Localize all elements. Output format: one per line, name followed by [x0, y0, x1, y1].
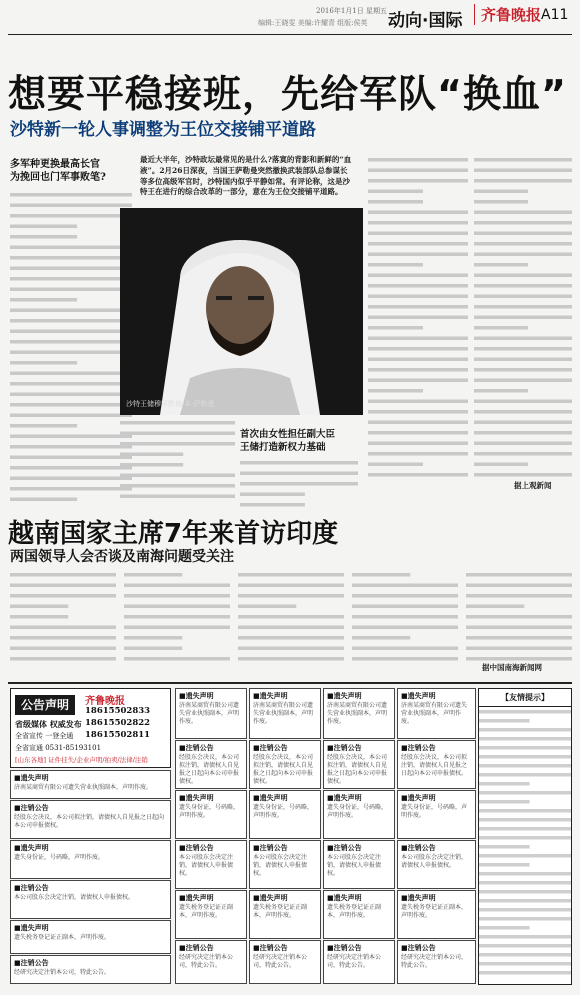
text-lines	[10, 190, 132, 505]
story2-headline: 越南国家主席7年来首访印度	[8, 519, 339, 549]
notice-body: 经股东会决议，本公司拟注销，请债权人自见报之日起向本公司申报债权。	[401, 754, 468, 777]
text-lines	[479, 707, 571, 977]
story1-column-left	[10, 190, 132, 505]
notice-title: ■遗失声明	[401, 893, 436, 902]
page-header	[0, 0, 580, 36]
notice-body: 经股东会决议，本公司拟注销，请债权人自见报之日起向本公司申报债权。	[14, 814, 165, 829]
notice-item	[397, 688, 476, 739]
notice-title: ■注销公告	[253, 843, 288, 852]
notice-body: 经股东会决议，本公司拟注销，请债权人自见报之日起向本公司申报债权。	[253, 754, 314, 785]
notice-item	[249, 940, 321, 984]
notice-body: 本公司股东会决定注销，请债权人申报债权。	[327, 854, 382, 877]
story1-lede: 最近大半年，沙特政坛最常见的是什么?落寞的背影和新鲜的“血液”。2月26日深夜，当国王萨勒曼突然撤换武装部队总参谋长等多位高级军官时，沙特国内似乎平静如常。有评论称，这是沙特王在进行的综合改革的一部分，意在为王位交接铺平道路。	[140, 155, 352, 197]
story1-column-mid	[120, 418, 235, 508]
notice-body: 济南某商贸有限公司遗失营业执照副本，声明作废。	[327, 702, 388, 725]
notice-body: 本公司股东会决定注销，请债权人申报债权。	[401, 854, 468, 869]
notice-item	[175, 688, 247, 739]
notice-item	[249, 688, 321, 739]
notice-body: 济南某商贸有限公司遗失营业执照副本，声明作废。	[14, 784, 153, 791]
notice-body: 经研究决定注销本公司，特此公告。	[14, 969, 111, 976]
notice-item	[323, 940, 395, 984]
notice-title: ■注销公告	[14, 958, 49, 967]
notice-title: ■遗失声明	[14, 923, 49, 932]
notice-item	[397, 940, 476, 984]
notice-item	[175, 790, 247, 839]
story1-credit: 据上观新闻	[514, 481, 552, 490]
notice-item	[323, 740, 395, 789]
notice-item	[323, 890, 395, 939]
notice-title: ■注销公告	[253, 943, 288, 952]
text-lines	[120, 418, 235, 508]
notice-item	[249, 890, 321, 939]
notice-body: 经股东会决议，本公司拟注销，请债权人自见报之日起向本公司申报债权。	[327, 754, 388, 785]
notice-types: [山东各地] 证件挂失/企业声明/拍卖/法律/注销	[15, 756, 148, 764]
notice-item	[249, 790, 321, 839]
issue-date: 2016年1月1日 星期五	[316, 7, 387, 15]
notice-item	[397, 790, 476, 839]
notice-title: ■注销公告	[253, 743, 288, 752]
notice-item	[10, 770, 171, 799]
notice-office: 全省宣通 0531-85193101	[15, 744, 102, 752]
phone-number: 18615502833	[85, 706, 151, 716]
story1-column-r2	[474, 155, 572, 480]
notice-body: 遗失税务登记证正副本，声明作废。	[179, 904, 234, 919]
notice-title: ■遗失声明	[253, 893, 288, 902]
notice-body: 遗失身份证，号码略，声明作废。	[253, 804, 314, 819]
notice-title: ■注销公告	[401, 943, 436, 952]
notice-slogan-2: 全省宣传 一登全通	[15, 732, 74, 740]
notice-item	[10, 955, 171, 984]
header-rule	[8, 34, 572, 35]
text-lines	[474, 155, 572, 480]
notice-phones	[85, 705, 150, 741]
notice-body: 经股东会决议，本公司拟注销，请债权人自见报之日起向本公司申报债权。	[179, 754, 240, 785]
newspaper-logo: 齐鲁晚报	[474, 4, 541, 25]
notice-body: 遗失身份证，号码略，声明作废。	[401, 804, 468, 819]
notice-title: ■遗失声明	[179, 893, 214, 902]
story1-column-r1	[368, 155, 468, 480]
friendly-tip-title: 【友情提示】	[479, 689, 571, 707]
notice-item	[397, 740, 476, 789]
notice-body: 本公司股东会决定注销，请债权人申报债权。	[179, 854, 234, 877]
notice-title: ■遗失声明	[327, 691, 362, 700]
notice-title: ■遗失声明	[179, 793, 214, 802]
notice-title: ■注销公告	[401, 743, 436, 752]
notice-item	[323, 790, 395, 839]
notice-item	[249, 740, 321, 789]
story1-side-heading: 多军种更换最高长官 为挽回也门军事败笔?	[10, 159, 106, 183]
notice-title: ■遗失声明	[401, 793, 436, 802]
phone-number: 18615502822	[85, 718, 151, 728]
phone-number: 18615502811	[85, 730, 151, 740]
notice-item	[175, 840, 247, 889]
notice-title: ■注销公告	[179, 943, 214, 952]
notice-body: 遗失税务登记证正副本，声明作废。	[14, 934, 111, 941]
notice-item	[175, 940, 247, 984]
notice-body: 遗失身份证，号码略，声明作废。	[179, 804, 240, 819]
notice-item	[10, 800, 171, 839]
story2-columns	[10, 570, 572, 670]
notice-title: ■遗失声明	[327, 793, 362, 802]
notice-body: 本公司股东会决定注销，请债权人申报债权。	[253, 854, 308, 877]
notice-ad-box	[10, 688, 171, 768]
notice-title: ■注销公告	[327, 743, 362, 752]
story2-credit: 据中国南海新闻网	[482, 663, 542, 672]
photo-caption: 沙特王储穆罕默德·本·萨勒曼	[126, 400, 215, 408]
notice-body: 济南某商贸有限公司遗失营业执照副本，声明作废。	[179, 702, 240, 725]
notice-title: ■注销公告	[327, 843, 362, 852]
notice-body: 遗失税务登记证正副本，声明作废。	[327, 904, 382, 919]
notice-item	[323, 840, 395, 889]
notices-rule	[8, 682, 572, 684]
notice-title: ■遗失声明	[253, 793, 288, 802]
story2-subheadline: 两国领导人会否谈及南海问题受关注	[10, 549, 234, 565]
notice-title: ■遗失声明	[253, 691, 288, 700]
friendly-tip-box	[478, 688, 572, 985]
notice-body: 遗失身份证，号码略，声明作废。	[14, 854, 105, 861]
notice-title: ■注销公告	[179, 743, 214, 752]
notice-body: 经研究决定注销本公司，特此公告。	[327, 954, 382, 969]
section-title: 动向·国际	[388, 11, 463, 31]
notice-title: ■遗失声明	[179, 691, 214, 700]
notice-title: ■遗失声明	[401, 691, 436, 700]
notice-title: ■遗失声明	[327, 893, 362, 902]
notice-item	[10, 840, 171, 879]
notice-title: ■注销公告	[179, 843, 214, 852]
text-lines	[240, 458, 358, 508]
story1-mid-heading: 首次由女性担任副大臣 王储打造新权力基础	[240, 429, 336, 453]
staff-credits: 编辑:王晓雯 美编:许耀青 组版:侯英	[258, 19, 368, 27]
notice-item	[397, 840, 476, 889]
notice-item	[10, 920, 171, 954]
notice-item	[10, 880, 171, 919]
story1-column-mid2	[240, 458, 358, 508]
notice-paper-logo: 齐鲁晚报	[85, 696, 125, 707]
notice-body: 遗失税务登记证正副本，声明作废。	[253, 904, 308, 919]
notice-item	[175, 740, 247, 789]
notice-item	[175, 890, 247, 939]
page-number: A11	[541, 7, 569, 23]
notice-banner: 公告声明	[15, 695, 75, 715]
notice-body: 经研究决定注销本公司，特此公告。	[179, 954, 234, 969]
notice-body: 本公司股东会决定注销，请债权人申报债权。	[14, 894, 135, 901]
notice-title: ■注销公告	[401, 843, 436, 852]
notice-title: ■注销公告	[327, 943, 362, 952]
notice-title: ■注销公告	[14, 883, 49, 892]
notice-body: 遗失身份证，号码略，声明作废。	[327, 804, 388, 819]
notice-item	[249, 840, 321, 889]
notice-body: 济南某商贸有限公司遗失营业执照副本，声明作废。	[401, 702, 468, 725]
notice-title: ■遗失声明	[14, 773, 49, 782]
story1-headline: 想要平稳接班，先给军队“换血”	[8, 72, 567, 116]
text-lines	[368, 155, 468, 480]
notice-title: ■注销公告	[14, 803, 49, 812]
notice-slogan: 省级媒体 权威发布	[15, 719, 82, 729]
notice-title: ■遗失声明	[14, 843, 49, 852]
crown-prince-photo	[120, 208, 363, 415]
text-lines	[10, 570, 572, 670]
notice-body: 经研究决定注销本公司，特此公告。	[253, 954, 308, 969]
story1-subheadline: 沙特新一轮人事调整为王位交接铺平道路	[10, 120, 316, 140]
notice-body: 济南某商贸有限公司遗失营业执照副本，声明作废。	[253, 702, 314, 725]
notice-item	[397, 890, 476, 939]
notice-body: 经研究决定注销本公司，特此公告。	[401, 954, 468, 969]
notice-body: 遗失税务登记证正副本，声明作废。	[401, 904, 468, 919]
notice-item	[323, 688, 395, 739]
